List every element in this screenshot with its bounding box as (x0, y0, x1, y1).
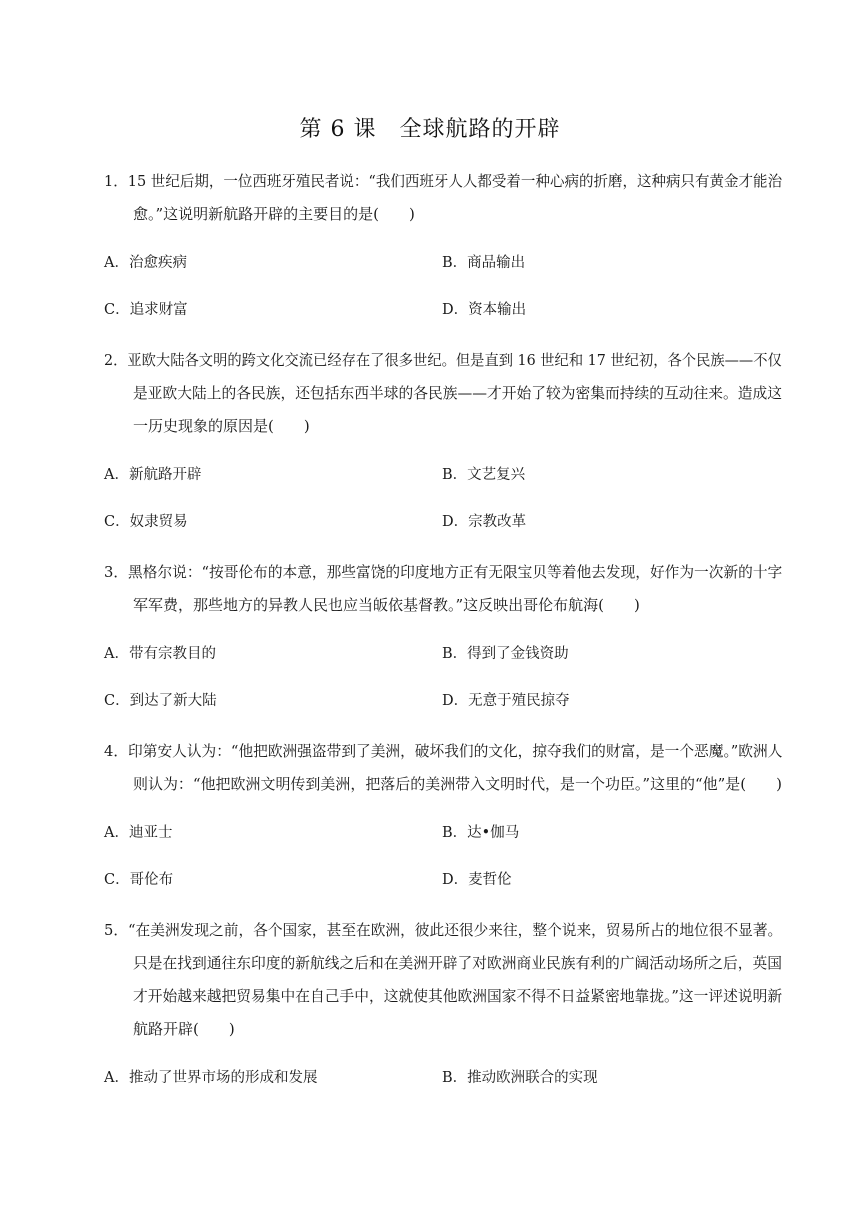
question-1-option-c: C．追求财富 (104, 302, 188, 318)
question-3-line-2: 军军费，那些地方的异教人民也应当皈依基督教。”这反映出哥伦布航海( ) (133, 596, 640, 614)
question-4-option-d: D．麦哲伦 (442, 872, 512, 888)
page-title: 第 6 课 全球航路的开辟 (299, 117, 561, 142)
question-5-line-1: 5．“在美洲发现之前，各个国家，甚至在欧洲，彼此还很少来往，整个说来，贸易所占的地位很不显著。 (104, 921, 783, 939)
question-2-line-3: 一历史现象的原因是( ) (133, 417, 310, 435)
question-3-option-d: D．无意于殖民掠夺 (442, 693, 570, 709)
question-1-option-d: D．资本输出 (442, 302, 527, 318)
question-1-line-2: 愈。”这说明新航路开辟的主要目的是( ) (133, 205, 415, 223)
question-2-option-a: A．新航路开辟 (104, 467, 202, 483)
question-2-option-d: D．宗教改革 (442, 514, 527, 530)
question-1-option-a: A．治愈疾病 (104, 255, 187, 271)
question-1-line-1: 1．15 世纪后期，一位西班牙殖民者说：“我们西班牙人人都受着一种心病的折磨，这种病只有黄金才能治 (104, 172, 783, 190)
question-1-option-b: B．商品输出 (442, 255, 526, 271)
question-2-line-1: 2．亚欧大陆各文明的跨文化交流已经存在了很多世纪。但是直到 16 世纪和 17 世纪初，各个民族——不仅 (104, 351, 782, 369)
question-4-line-2: 则认为：“他把欧洲文明传到美洲，把落后的美洲带入文明时代，是一个功臣。”这里的“他”是( ) (133, 775, 782, 793)
question-2-option-c: C．奴隶贸易 (104, 514, 188, 530)
question-3-line-1: 3．黑格尔说：“按哥伦布的本意，那些富饶的印度地方正有无限宝贝等着他去发现，好作为一次新的十字 (104, 563, 783, 581)
question-4-line-1: 4．印第安人认为：“他把欧洲强盗带到了美洲，破坏我们的文化，掠夺我们的财富，是一个恶魔。”欧洲人 (104, 742, 783, 760)
question-3-option-b: B．得到了金钱资助 (442, 646, 569, 662)
question-3-option-c: C．到达了新大陆 (104, 693, 217, 709)
question-2-option-b: B．文艺复兴 (442, 467, 526, 483)
question-5-line-3: 才开始越来越把贸易集中在自己手中，这就使其他欧洲国家不得不日益紧密地靠拢。”这一评述说明新 (133, 987, 783, 1005)
question-5-line-2: 只是在找到通往东印度的新航线之后和在美洲开辟了对欧洲商业民族有利的广阔活动场所之后，英国 (133, 954, 782, 972)
question-5-option-b: B．推动欧洲联合的实现 (442, 1070, 598, 1086)
question-4-option-c: C．哥伦布 (104, 872, 174, 888)
question-5-line-4: 航路开辟( ) (133, 1020, 235, 1038)
question-4-option-b: B．达•伽马 (442, 825, 520, 841)
question-5-option-a: A．推动了世界市场的形成和发展 (104, 1070, 318, 1086)
question-4-option-a: A．迪亚士 (104, 825, 173, 841)
question-2-line-2: 是亚欧大陆上的各民族，还包括东西半球的各民族——才开始了较为密集而持续的互动往来。造成这 (133, 384, 782, 402)
question-3-option-a: A．带有宗教目的 (104, 646, 216, 662)
